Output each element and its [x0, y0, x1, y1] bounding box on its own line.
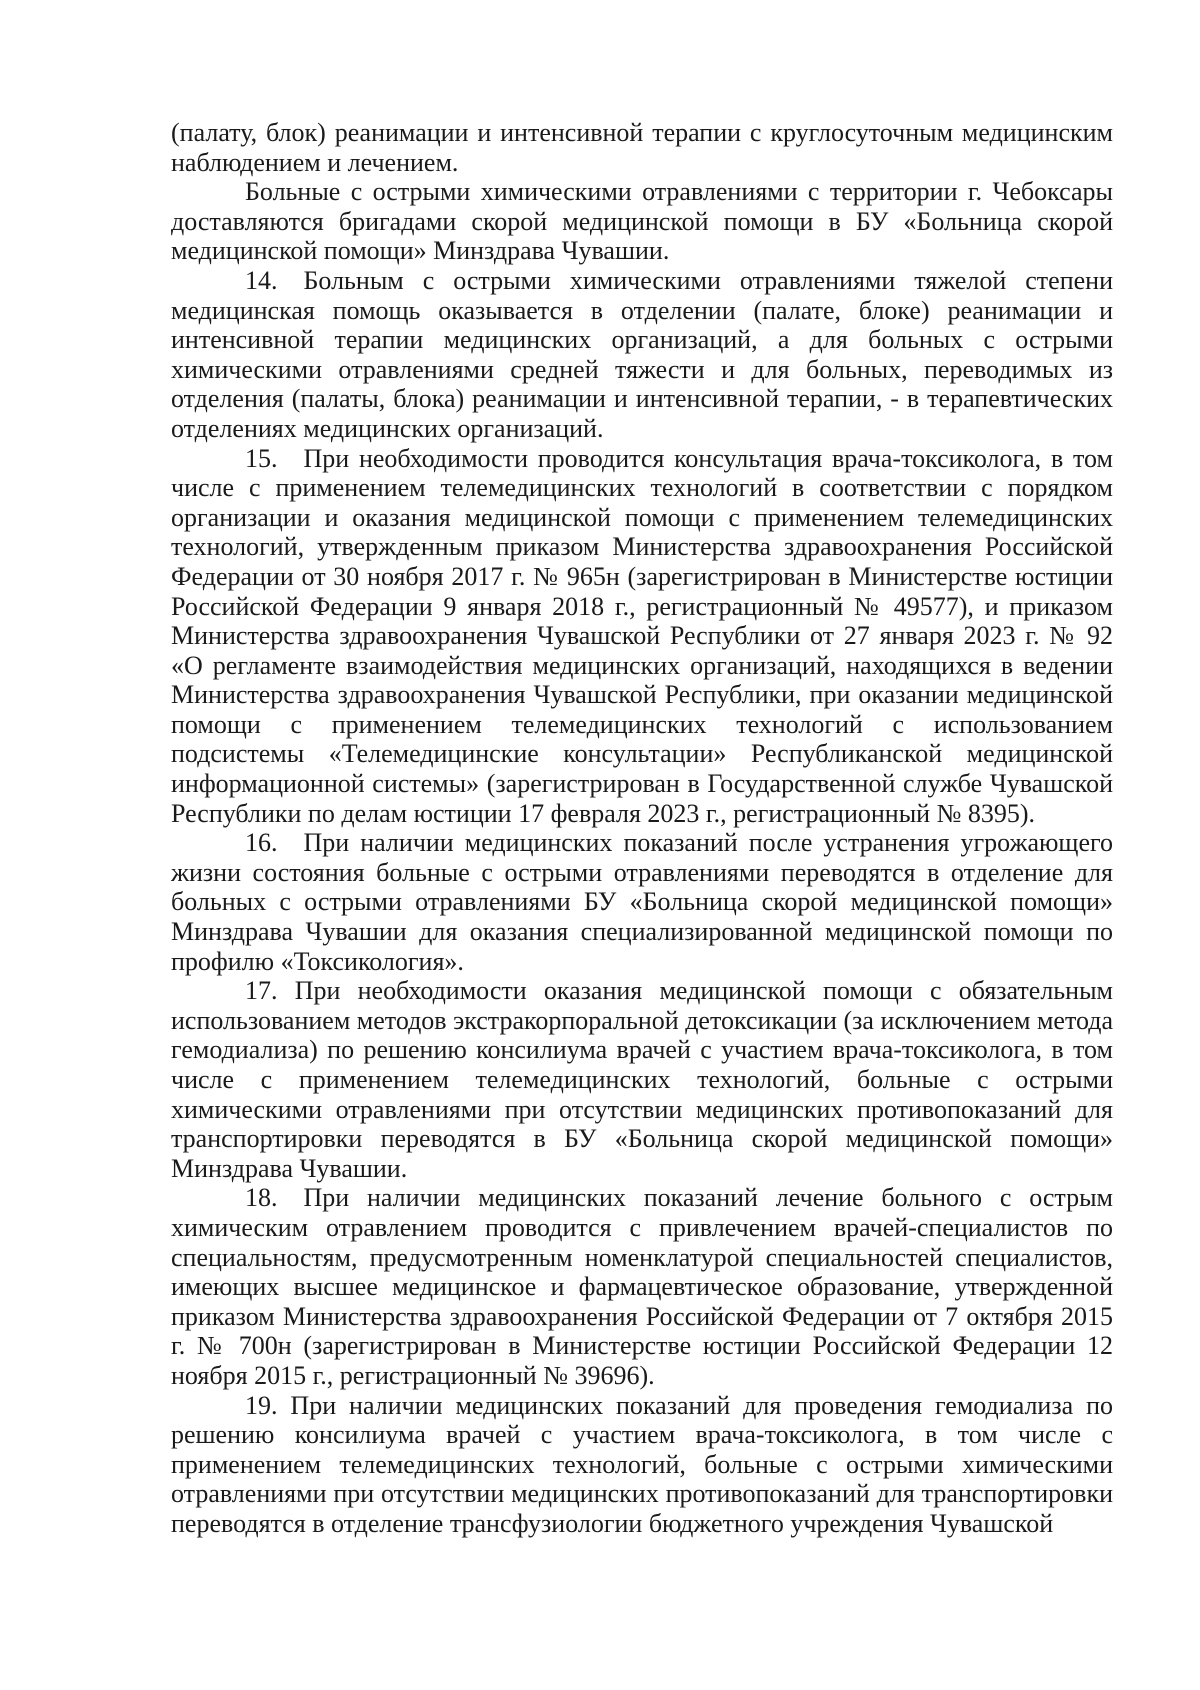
paragraph-15: 15. При необходимости проводится консультация врача-токсиколога, в том числе с применением телемедицинских технологий в соответствии с порядком организации и оказания медицинской помощи с применением телемедицинских технологий, утвержденным приказом Министерства здравоохранения Российской Федерации от 30 ноября 2017 г. № 965н (зарегистрирован в Министерстве юстиции Российской Федерации 9 января 2018 г., регистрационный № 49577), и приказом Министерства здравоохранения Чувашской Республики от 27 января 2023 г. № 92 «О регламенте взаимодействия медицинских организаций, находящихся в ведении Министерства здравоохранения Чувашской Республики, при оказании медицинской помощи с применением телемедицинских технологий с использованием подсистемы «Телемедицинские консультации» Республиканской медицинской информационной системы» (зарегистрирован в Государственной службе Чувашской Республики по делам юстиции 17 февраля 2023 г., регистрационный № 8395). — [171, 443, 1113, 828]
paragraph-cheboksary-delivery: Больные с острыми химическими отравлениями с территории г. Чебоксары доставляются бригадами скорой медицинской помощи в БУ «Больница скорой медицинской помощи» Минздрава Чувашии. — [171, 177, 1113, 266]
paragraph-14: 14. Больным с острыми химическими отравлениями тяжелой степени медицинская помощь оказывается в отделении (палате, блоке) реанимации и интенсивной терапии медицинских организаций, а для больных с острыми химическими отравлениями средней тяжести и для больных, переводимых из отделения (палаты, блока) реанимации и интенсивной терапии, - в терапевтических отделениях медицинских организаций. — [171, 265, 1113, 443]
paragraph-18: 18. При наличии медицинских показаний лечение больного с острым химическим отравлением проводится с привлечением врачей-специалистов по специальностям, предусмотренным номенклатурой специальностей специалистов, имеющих высшее медицинское и фармацевтическое образование, утвержденной приказом Министерства здравоохранения Российской Федерации от 7 октября 2015 г. № 700н (зарегистрирован в Министерстве юстиции Российской Федерации 12 ноября 2015 г., регистрационный № 39696). — [171, 1183, 1113, 1390]
paragraph-continuation: (палату, блок) реанимации и интенсивной терапии с круглосуточным медицинским наблюдением и лечением. — [171, 118, 1113, 177]
document-body — [171, 118, 1113, 1539]
paragraph-17: 17. При необходимости оказания медицинской помощи с обязательным использованием методов экстракорпоральной детоксикации (за исключением метода гемодиализа) по решению консилиума врачей с участием врача-токсиколога, в том числе с применением телемедицинских технологий, больные с острыми химическими отравлениями при отсутствии медицинских противопоказаний для транспортировки переводятся в БУ «Больница скорой медицинской помощи» Минздрава Чувашии. — [171, 976, 1113, 1183]
paragraph-16: 16. При наличии медицинских показаний после устранения угрожающего жизни состояния больные с острыми отравлениями переводятся в отделение для больных с острыми отравлениями БУ «Больница скорой медицинской помощи» Минздрава Чувашии для оказания специализированной медицинской помощи по профилю «Токсикология». — [171, 828, 1113, 976]
paragraph-19: 19. При наличии медицинских показаний для проведения гемодиализа по решению консилиума врачей с участием врача-токсиколога, в том числе с применением телемедицинских технологий, больные с острыми химическими отравлениями при отсутствии медицинских противопоказаний для транспортировки переводятся в отделение трансфузиологии бюджетного учреждения Чувашской — [171, 1390, 1113, 1538]
